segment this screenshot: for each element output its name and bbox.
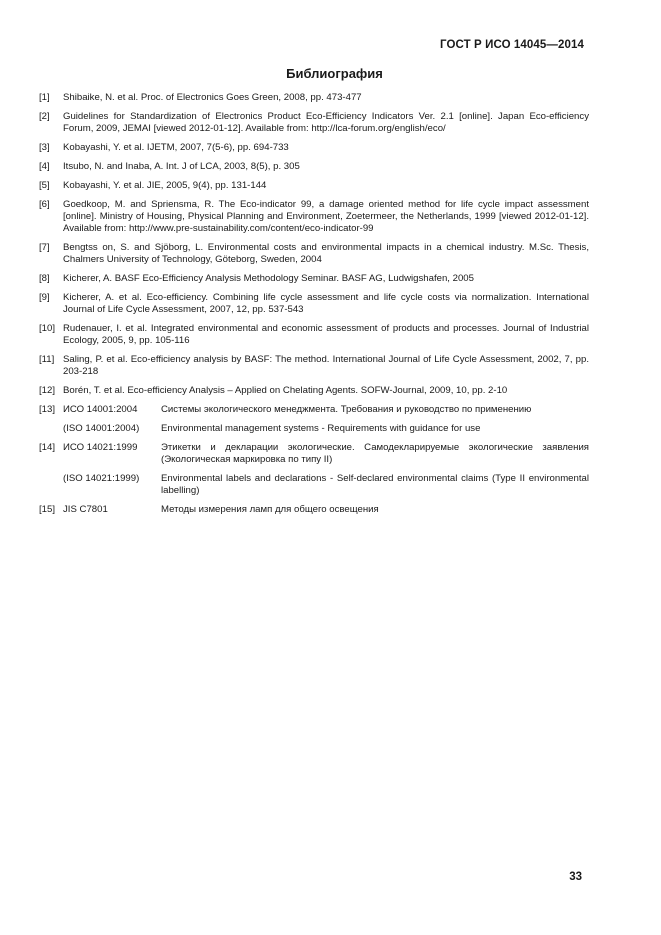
entry-text: Saling, P. et al. Eco-efficiency analysis by BASF: The method. International Journal of Life Cycle Assessment, 2002, 7, pp. 203-218: [63, 354, 589, 377]
bibliography-entry: [39, 292, 589, 316]
entry-number: [12]: [39, 385, 56, 396]
standard-entry: [39, 423, 589, 435]
entry-text: Shibaike, N. et al. Proc. of Electronics Goes Green, 2008, pp. 473-477: [63, 92, 362, 103]
standard-title: Этикетки и декларации экологические. Самодекларируемые экологические заявления (Экологическая маркировка по типу II): [161, 442, 589, 465]
bibliography-list: [39, 92, 589, 523]
standard-code: ИСО 14001:2004: [63, 404, 138, 415]
bibliography-entry: [39, 199, 589, 235]
entry-text: Kicherer, A. BASF Eco-Efficiency Analysis Methodology Seminar. BASF AG, Ludwigshafen, 2005: [63, 273, 474, 284]
entry-text: Rudenauer, I. et al. Integrated environmental and economic assessment of products and processes. Journal of Industrial Ecology, 2005, 9, pp. 105-116: [63, 323, 589, 346]
standard-entry: [39, 473, 589, 497]
entry-number: [15]: [39, 504, 56, 515]
standard-code: (ISO 14001:2004): [63, 423, 140, 434]
bibliography-entry: [39, 111, 589, 135]
entry-text: Itsubo, N. and Inaba, A. Int. J of LCA, 2003, 8(5), p. 305: [63, 161, 300, 172]
entry-number: [8]: [39, 273, 50, 284]
bibliography-entry: [39, 161, 589, 173]
standard-entry: [39, 504, 589, 516]
entry-text: Guidelines for Standardization of Electronics Product Eco-Efficiency Indicators Ver. 2.1 [online]. Japan Eco-efficiency Forum, 2009, JEMAI [viewed 2012-01-12]. Available from: http://lca-forum.org/english/eco/: [63, 111, 589, 134]
entry-number: [1]: [39, 92, 50, 103]
standard-code: JIS C7801: [63, 504, 108, 515]
entry-text: Kicherer, A. et al. Eco-efficiency. Combining life cycle assessment and life cycle costs via normalization. International Journal of Life Cycle Assessment, 2007, 12, pp. 537-543: [63, 292, 589, 315]
standard-code: ИСО 14021:1999: [63, 442, 138, 453]
entry-number: [4]: [39, 161, 50, 172]
entry-number: [14]: [39, 442, 56, 453]
entry-number: [6]: [39, 199, 50, 210]
bibliography-entry: [39, 142, 589, 154]
document-code-header: ГОСТ Р ИСО 14045—2014: [439, 39, 584, 51]
page-number: 33: [569, 871, 582, 883]
standard-code: (ISO 14021:1999): [63, 473, 140, 484]
entry-text: Borén, T. et al. Eco-efficiency Analysis – Applied on Chelating Agents. SOFW-Journal, 2009, 10, pp. 2-10: [63, 385, 508, 396]
bibliography-entry: [39, 180, 589, 192]
standard-entry: [39, 404, 589, 416]
entry-number: [9]: [39, 292, 50, 303]
entry-number: [5]: [39, 180, 50, 191]
bibliography-entry: [39, 92, 589, 104]
bibliography-entry: [39, 273, 589, 285]
entry-text: Bengtss on, S. and Sjöborg, L. Environmental costs and environmental impacts in a chemical industry. M.Sc. Thesis, Chalmers University of Technology, Göteborg, Sweden, 2004: [63, 242, 589, 265]
bibliography-title: Библиография: [286, 66, 383, 81]
entry-number: [11]: [39, 354, 55, 365]
standard-title: Методы измерения ламп для общего освещения: [161, 504, 379, 515]
entry-number: [13]: [39, 404, 56, 415]
entry-text: Goedkoop, M. and Spriensma, R. The Eco-indicator 99, a damage oriented method for life cycle impact assessment [online]. Ministry of Housing, Physical Planning and Environment, Zoetermeer, the Netherlands, 1999 [viewed 2012-01-12]. Available from: http://www.pre-sustainability.com/content/eco-indicator-99: [63, 199, 589, 234]
entry-text: Kobayashi, Y. et al. JIE, 2005, 9(4), pp. 131-144: [63, 180, 267, 191]
entry-number: [3]: [39, 142, 50, 153]
standard-title: Environmental labels and declarations - Self-declared environmental claims (Type II environmental labelling): [161, 473, 589, 496]
bibliography-entry: [39, 242, 589, 266]
standard-title: Системы экологического менеджмента. Требования и руководство по применению: [161, 404, 532, 415]
entry-number: [10]: [39, 323, 56, 334]
standard-entry: [39, 442, 589, 466]
bibliography-entry: [39, 323, 589, 347]
entry-text: Kobayashi, Y. et al. IJETM, 2007, 7(5-6), pp. 694-733: [63, 142, 289, 153]
standard-title: Environmental management systems - Requirements with guidance for use: [161, 423, 481, 434]
entry-number: [2]: [39, 111, 50, 122]
bibliography-entry: [39, 385, 589, 397]
bibliography-entry: [39, 354, 589, 378]
entry-number: [7]: [39, 242, 50, 253]
